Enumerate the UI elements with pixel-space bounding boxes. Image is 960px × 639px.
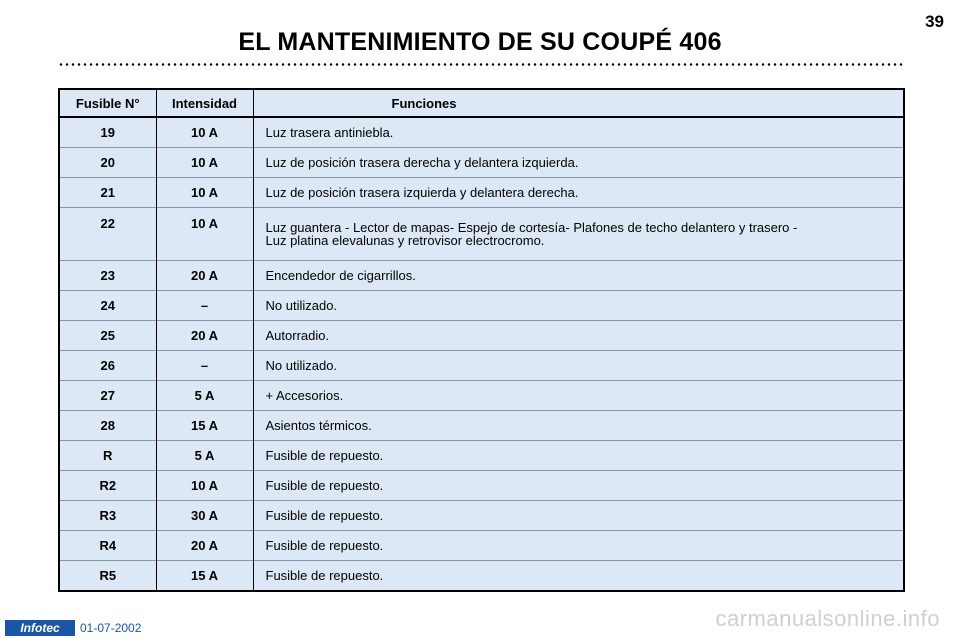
table-row	[59, 441, 904, 471]
table-row	[59, 501, 904, 531]
fuse-number: R	[59, 441, 156, 471]
column-header-fuse: Fusible N°	[59, 89, 156, 117]
fuse-function: Fusible de repuesto.	[253, 471, 904, 501]
table-row	[59, 148, 904, 178]
fuse-number: 25	[59, 321, 156, 351]
fuse-function: Luz de posición trasera derecha y delantera izquierda.	[253, 148, 904, 178]
table-row	[59, 351, 904, 381]
fuse-function-line-1: Luz guantera - Lector de mapas- Espejo de cortesía- Plafones de techo delantero y trasero -	[265, 220, 798, 235]
page-number: 39	[925, 12, 944, 31]
fuse-function: No utilizado.	[253, 351, 904, 381]
fuse-amperage: –	[156, 291, 253, 321]
table-row	[59, 561, 904, 592]
column-header-functions: Funciones	[253, 89, 904, 117]
fuse-number: 21	[59, 178, 156, 208]
fuse-function: Asientos térmicos.	[253, 411, 904, 441]
dotted-divider	[58, 63, 904, 66]
fuse-function	[253, 208, 904, 261]
fuse-function: Fusible de repuesto.	[253, 441, 904, 471]
fuse-amperage: 15 A	[156, 561, 253, 592]
table-row	[59, 471, 904, 501]
fuse-number: 22	[59, 208, 156, 261]
fuse-number: 23	[59, 261, 156, 291]
table-header-row	[59, 89, 904, 117]
fuse-number: R5	[59, 561, 156, 592]
fuse-function: No utilizado.	[253, 291, 904, 321]
fuse-table	[58, 88, 905, 592]
fuse-amperage: 15 A	[156, 411, 253, 441]
fuse-number: 24	[59, 291, 156, 321]
fuse-number: R2	[59, 471, 156, 501]
fuse-function: Fusible de repuesto.	[253, 561, 904, 592]
table-row	[59, 178, 904, 208]
fuse-amperage: 30 A	[156, 501, 253, 531]
fuse-function: + Accesorios.	[253, 381, 904, 411]
fuse-function: Fusible de repuesto.	[253, 501, 904, 531]
table-row	[59, 208, 904, 261]
table-row	[59, 117, 904, 148]
fuse-amperage: 20 A	[156, 321, 253, 351]
fuse-number: 28	[59, 411, 156, 441]
fuse-function: Luz trasera antiniebla.	[253, 117, 904, 148]
fuse-amperage: 5 A	[156, 381, 253, 411]
fuse-amperage: 10 A	[156, 148, 253, 178]
publication-date: 01-07-2002	[80, 621, 142, 635]
fuse-amperage: 5 A	[156, 441, 253, 471]
fuse-amperage: 10 A	[156, 471, 253, 501]
fuse-function: Autorradio.	[253, 321, 904, 351]
fuse-number: 19	[100, 125, 115, 140]
fuse-amperage: 10 A	[156, 117, 253, 148]
fuse-amperage: 10 A	[156, 208, 253, 261]
fuse-function: Fusible de repuesto.	[253, 531, 904, 561]
fuse-amperage: 10 A	[156, 178, 253, 208]
fuse-number: 27	[59, 381, 156, 411]
table-row	[59, 411, 904, 441]
fuse-function: Luz de posición trasera izquierda y delantera derecha.	[253, 178, 904, 208]
page-title: EL MANTENIMIENTO DE SU COUPÉ 406	[238, 28, 722, 56]
table-row	[59, 531, 904, 561]
column-header-amps: Intensidad	[156, 89, 253, 117]
fuse-function: Encendedor de cigarrillos.	[253, 261, 904, 291]
fuse-number: 20	[59, 148, 156, 178]
table-row	[59, 261, 904, 291]
table-row	[59, 381, 904, 411]
fuse-number: R4	[59, 531, 156, 561]
fuse-number: R3	[59, 501, 156, 531]
fuse-number: 26	[59, 351, 156, 381]
fuse-amperage: 20 A	[156, 261, 253, 291]
fuse-amperage: 20 A	[156, 531, 253, 561]
table-row	[59, 291, 904, 321]
infotec-logo: Infotec	[5, 620, 75, 636]
table-row	[59, 321, 904, 351]
fuse-function-line-2: Luz platina elevalunas y retrovisor electrocromo.	[265, 233, 545, 248]
fuse-amperage: –	[156, 351, 253, 381]
watermark: carmanualsonline.info	[715, 606, 940, 631]
